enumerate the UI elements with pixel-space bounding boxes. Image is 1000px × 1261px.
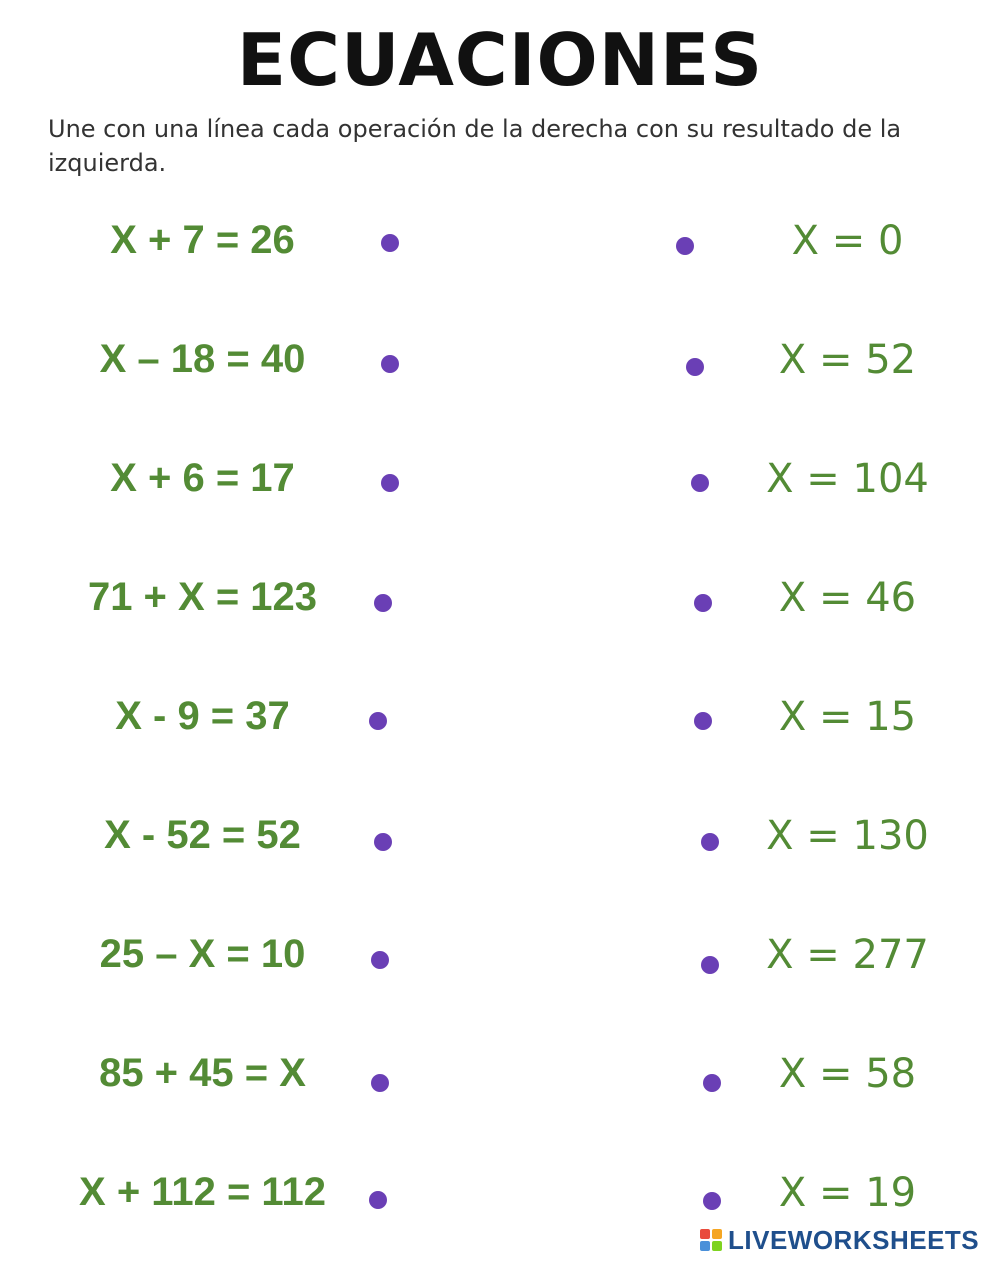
- right-match-dot[interactable]: [691, 474, 709, 492]
- left-match-dot[interactable]: [381, 355, 399, 373]
- left-equation: X – 18 = 40: [99, 337, 306, 381]
- right-result: X = 0: [791, 218, 904, 264]
- liveworksheets-logo-icon: [700, 1229, 722, 1251]
- right-match-dot[interactable]: [676, 237, 694, 255]
- right-match-dot[interactable]: [701, 956, 719, 974]
- right-result: X = 58: [778, 1051, 917, 1097]
- right-result: X = 19: [778, 1170, 917, 1216]
- liveworksheets-logo: [700, 1222, 979, 1258]
- right-result: X = 46: [778, 575, 917, 621]
- right-result: X = 277: [766, 932, 929, 978]
- left-equation: X - 9 = 37: [115, 694, 290, 738]
- left-match-dot[interactable]: [371, 951, 389, 969]
- logo-text: LIVEWORKSHEETS: [728, 1224, 980, 1255]
- right-match-dot[interactable]: [686, 358, 704, 376]
- page-title: ECUACIONES: [236, 18, 764, 102]
- right-result: X = 130: [766, 813, 929, 859]
- left-equation: X + 6 = 17: [110, 456, 295, 500]
- left-match-dot[interactable]: [374, 594, 392, 612]
- left-equation: 25 – X = 10: [99, 932, 306, 976]
- right-result: X = 15: [778, 694, 917, 740]
- right-match-dot[interactable]: [694, 594, 712, 612]
- right-result: X = 104: [766, 456, 929, 502]
- left-match-dot[interactable]: [381, 474, 399, 492]
- left-match-dot[interactable]: [381, 234, 399, 252]
- left-match-dot[interactable]: [369, 1191, 387, 1209]
- instructions-text: Une con una línea cada operación de la derecha con su resultado de la izquierda.: [48, 115, 902, 177]
- left-equation: X + 112 = 112: [79, 1170, 326, 1214]
- left-equation: 71 + X = 123: [87, 575, 318, 619]
- left-match-dot[interactable]: [369, 712, 387, 730]
- right-match-dot[interactable]: [701, 833, 719, 851]
- right-match-dot[interactable]: [703, 1074, 721, 1092]
- right-result: X = 52: [778, 337, 917, 383]
- left-match-dot[interactable]: [371, 1074, 389, 1092]
- left-equation: 85 + 45 = X: [99, 1051, 306, 1095]
- right-match-dot[interactable]: [703, 1192, 721, 1210]
- left-equation: X + 7 = 26: [110, 218, 295, 262]
- right-match-dot[interactable]: [694, 712, 712, 730]
- left-equation: X - 52 = 52: [104, 813, 301, 857]
- left-match-dot[interactable]: [374, 833, 392, 851]
